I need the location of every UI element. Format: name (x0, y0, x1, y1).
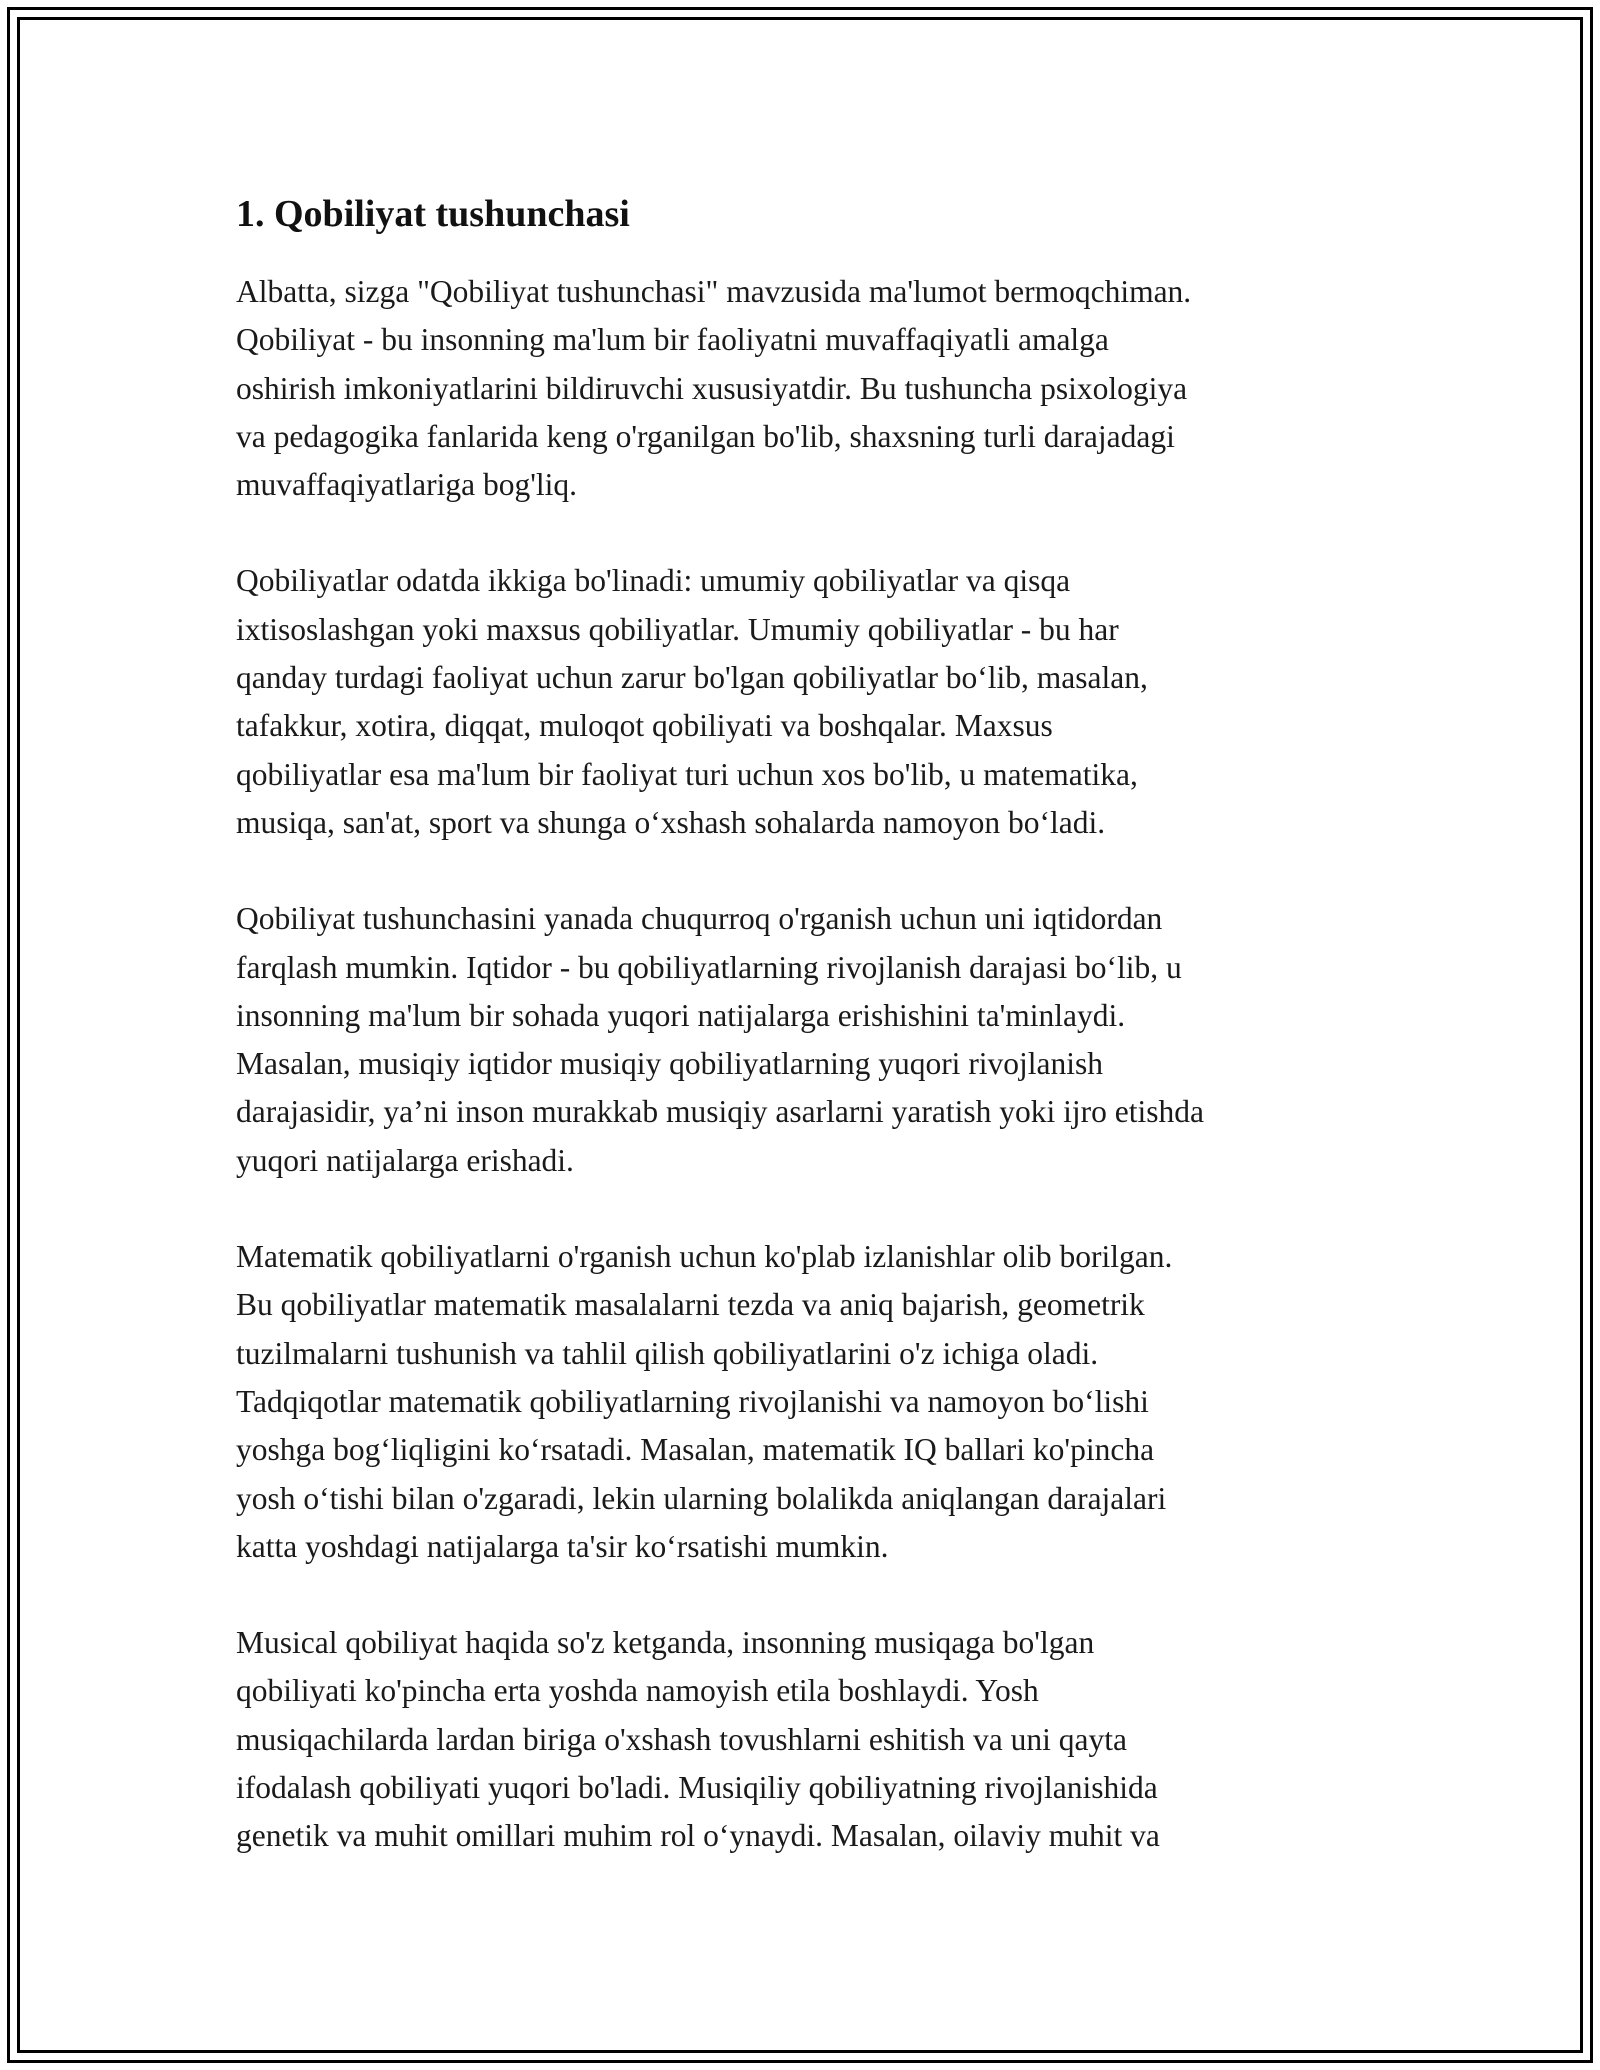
text-line: Bu qobiliyatlar matematik masalalarni tezda va aniq bajarish, geometrik (236, 1287, 1145, 1323)
paragraph-5 (236, 1619, 1376, 1860)
text-line: darajasidir, ya’ni inson murakkab musiqiy asarlarni yaratish yoki ijro etishda (236, 1094, 1204, 1130)
paragraph-1 (236, 268, 1376, 509)
text-line: qanday turdagi faoliyat uchun zarur bo'lgan qobiliyatlar bo‘lib, masalan, (236, 660, 1148, 696)
text-line: Albatta, sizga "Qobiliyat tushunchasi" mavzusida ma'lumot bermoqchiman. (236, 274, 1192, 309)
page-title: 1. Qobiliyat tushunchasi (236, 193, 630, 235)
paragraph-3 (236, 895, 1376, 1185)
text-line: insonning ma'lum bir sohada yuqori natijalarga erishishini ta'minlaydi. (236, 997, 1126, 1033)
text-line: muvaffaqiyatlariga bog'liq. (236, 467, 577, 503)
text-line: farqlash mumkin. Iqtidor - bu qobiliyatlarning rivojlanish darajasi bo‘lib, u (236, 949, 1182, 985)
text-line: Matematik qobiliyatlarni o'rganish uchun ko'plab izlanishlar olib borilgan. (236, 1239, 1173, 1275)
text-line: katta yoshdagi natijalarga ta'sir ko‘rsatishi mumkin. (236, 1528, 889, 1564)
text-line: genetik va muhit omillari muhim rol o‘ynaydi. Masalan, oilaviy muhit va (236, 1818, 1160, 1854)
text-line: yosh o‘tishi bilan o'zgaradi, lekin ularning bolalikda aniqlangan darajalari (236, 1480, 1167, 1516)
text-line: Tadqiqotlar matematik qobiliyatlarning rivojlanishi va namoyon bo‘lishi (236, 1383, 1149, 1419)
text-line: oshirish imkoniyatlarini bildiruvchi xususiyatdir. Bu tushuncha psixologiya (236, 370, 1188, 406)
text-line: Qobiliyat tushunchasini yanada chuqurroq o'rganish uchun uni iqtidordan (236, 901, 1163, 937)
text-line: qobiliyati ko'pincha erta yoshda namoyish etila boshlaydi. Yosh (236, 1673, 1039, 1709)
text-line: musiqa, san'at, sport va shunga o‘xshash sohalarda namoyon bo‘ladi. (236, 804, 1106, 840)
text-line: tuzilmalarni tushunish va tahlil qilish qobiliyatlarini o'z ichiga oladi. (236, 1335, 1099, 1371)
text-line: qobiliyatlar esa ma'lum bir faoliyat turi uchun xos bo'lib, u matematika, (236, 756, 1138, 792)
document-body (236, 188, 1376, 1909)
paragraph-4 (236, 1233, 1376, 1571)
text-line: Masalan, musiqiy iqtidor musiqiy qobiliyatlarning yuqori rivojlanish (236, 1046, 1104, 1082)
text-line: yoshga bog‘liqligini ko‘rsatadi. Masalan, matematik IQ ballari ko'pincha (236, 1432, 1155, 1468)
text-line: ifodalash qobiliyati yuqori bo'ladi. Musiqiliy qobiliyatning rivojlanishida (236, 1770, 1158, 1806)
text-line: Musical qobiliyat haqida so'z ketganda, insonning musiqaga bo'lgan (236, 1625, 1095, 1661)
text-line: va pedagogika fanlarida keng o'rganilgan bo'lib, shaxsning turli darajadagi (236, 418, 1175, 454)
text-line: yuqori natijalarga erishadi. (236, 1142, 574, 1178)
text-line: Qobiliyatlar odatda ikkiga bo'linadi: umumiy qobiliyatlar va qisqa (236, 563, 1071, 599)
text-line: musiqachilarda lardan biriga o'xshash tovushlarni eshitish va uni qayta (236, 1721, 1127, 1757)
text-line: tafakkur, xotira, diqqat, muloqot qobiliyati va boshqalar. Maxsus (236, 708, 1053, 744)
text-line: ixtisoslashgan yoki maxsus qobiliyatlar. Umumiy qobiliyatlar - bu har (236, 611, 1119, 647)
text-line: Qobiliyat - bu insonning ma'lum bir faoliyatni muvaffaqiyatli amalga (236, 322, 1109, 358)
paragraph-2 (236, 557, 1376, 847)
